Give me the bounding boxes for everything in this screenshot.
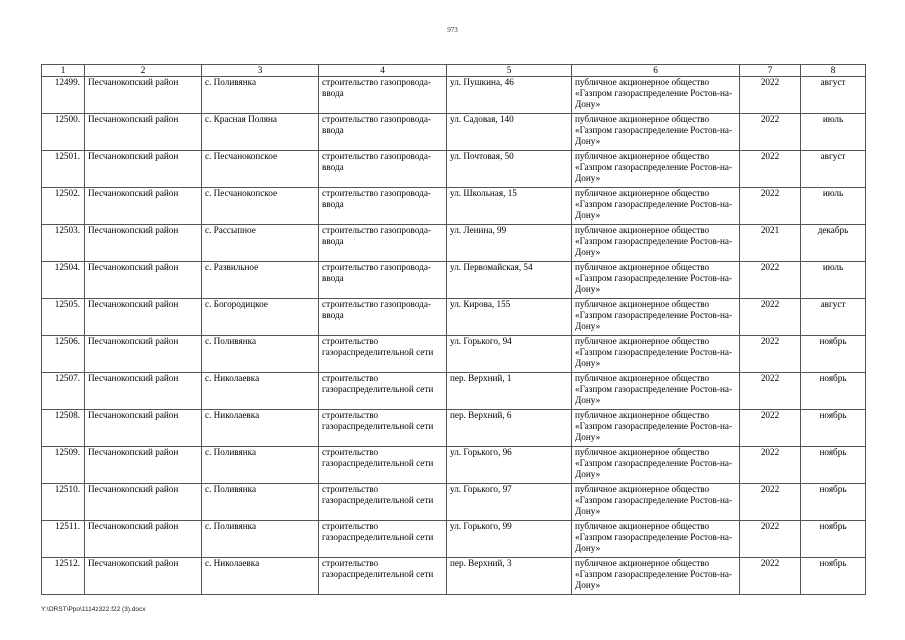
address-cell: ул. Горького, 99 xyxy=(447,521,572,558)
table-header-row xyxy=(42,65,866,77)
month-cell: ноябрь xyxy=(801,410,866,447)
column-header: 7 xyxy=(740,65,801,77)
work-type-cell: строительство газораспределительной сети xyxy=(319,447,447,484)
settlement-cell: с. Поливянка xyxy=(202,521,319,558)
year-cell: 2022 xyxy=(740,521,801,558)
table-row xyxy=(42,225,866,262)
settlement-cell: с. Николаевка xyxy=(202,410,319,447)
address-cell: ул. Горького, 96 xyxy=(447,447,572,484)
organization-cell: публичное акционерное общество «Газпром газораспределение Ростов-на-Дону» xyxy=(572,299,740,336)
district-cell: Песчанокопский район xyxy=(85,299,202,336)
column-header: 8 xyxy=(801,65,866,77)
organization-cell: публичное акционерное общество «Газпром газораспределение Ростов-на-Дону» xyxy=(572,188,740,225)
work-type-cell: строительство газопровода-ввода xyxy=(319,299,447,336)
row-number-cell: 12510. xyxy=(42,484,85,521)
address-cell: ул. Ленина, 99 xyxy=(447,225,572,262)
settlement-cell: с. Николаевка xyxy=(202,558,319,595)
settlement-cell: с. Поливянка xyxy=(202,484,319,521)
table-row xyxy=(42,151,866,188)
district-cell: Песчанокопский район xyxy=(85,521,202,558)
work-type-cell: строительство газораспределительной сети xyxy=(319,410,447,447)
year-cell: 2022 xyxy=(740,188,801,225)
month-cell: август xyxy=(801,299,866,336)
organization-cell: публичное акционерное общество «Газпром газораспределение Ростов-на-Дону» xyxy=(572,447,740,484)
year-cell: 2022 xyxy=(740,77,801,114)
address-cell: пер. Верхний, 1 xyxy=(447,373,572,410)
work-type-cell: строительство газопровода-ввода xyxy=(319,225,447,262)
settlement-cell: с. Богородицкое xyxy=(202,299,319,336)
month-cell: ноябрь xyxy=(801,336,866,373)
row-number-cell: 12512. xyxy=(42,558,85,595)
address-cell: пер. Верхний, 6 xyxy=(447,410,572,447)
address-cell: ул. Первомайская, 54 xyxy=(447,262,572,299)
organization-cell: публичное акционерное общество «Газпром газораспределение Ростов-на-Дону» xyxy=(572,521,740,558)
address-cell: ул. Школьная, 15 xyxy=(447,188,572,225)
district-cell: Песчанокопский район xyxy=(85,114,202,151)
settlement-cell: с. Поливянка xyxy=(202,447,319,484)
organization-cell: публичное акционерное общество «Газпром газораспределение Ростов-на-Дону» xyxy=(572,262,740,299)
month-cell: ноябрь xyxy=(801,373,866,410)
organization-cell: публичное акционерное общество «Газпром газораспределение Ростов-на-Дону» xyxy=(572,410,740,447)
column-header: 4 xyxy=(319,65,447,77)
district-cell: Песчанокопский район xyxy=(85,558,202,595)
organization-cell: публичное акционерное общество «Газпром газораспределение Ростов-на-Дону» xyxy=(572,373,740,410)
month-cell: ноябрь xyxy=(801,447,866,484)
year-cell: 2022 xyxy=(740,299,801,336)
organization-cell: публичное акционерное общество «Газпром газораспределение Ростов-на-Дону» xyxy=(572,151,740,188)
work-type-cell: строительство газопровода-ввода xyxy=(319,114,447,151)
year-cell: 2022 xyxy=(740,336,801,373)
work-type-cell: строительство газопровода-ввода xyxy=(319,151,447,188)
table-row xyxy=(42,188,866,225)
organization-cell: публичное акционерное общество «Газпром газораспределение Ростов-на-Дону» xyxy=(572,558,740,595)
row-number-cell: 12509. xyxy=(42,447,85,484)
table-row xyxy=(42,336,866,373)
year-cell: 2022 xyxy=(740,447,801,484)
settlement-cell: с. Николаевка xyxy=(202,373,319,410)
year-cell: 2022 xyxy=(740,484,801,521)
settlement-cell: с. Поливянка xyxy=(202,336,319,373)
organization-cell: публичное акционерное общество «Газпром газораспределение Ростов-на-Дону» xyxy=(572,114,740,151)
row-number-cell: 12501. xyxy=(42,151,85,188)
row-number-cell: 12503. xyxy=(42,225,85,262)
settlement-cell: с. Песчанокопское xyxy=(202,188,319,225)
work-type-cell: строительство газопровода-ввода xyxy=(319,77,447,114)
work-type-cell: строительство газораспределительной сети xyxy=(319,336,447,373)
year-cell: 2021 xyxy=(740,225,801,262)
month-cell: ноябрь xyxy=(801,521,866,558)
table-row xyxy=(42,299,866,336)
row-number-cell: 12502. xyxy=(42,188,85,225)
organization-cell: публичное акционерное общество «Газпром газораспределение Ростов-на-Дону» xyxy=(572,77,740,114)
year-cell: 2022 xyxy=(740,114,801,151)
district-cell: Песчанокопский район xyxy=(85,262,202,299)
row-number-cell: 12511. xyxy=(42,521,85,558)
work-type-cell: строительство газораспределительной сети xyxy=(319,558,447,595)
column-header: 2 xyxy=(85,65,202,77)
month-cell: июль xyxy=(801,188,866,225)
settlement-cell: с. Рассыпное xyxy=(202,225,319,262)
year-cell: 2022 xyxy=(740,151,801,188)
year-cell: 2022 xyxy=(740,410,801,447)
address-cell: ул. Почтовая, 50 xyxy=(447,151,572,188)
address-cell: ул. Горького, 94 xyxy=(447,336,572,373)
work-type-cell: строительство газопровода-ввода xyxy=(319,262,447,299)
district-cell: Песчанокопский район xyxy=(85,410,202,447)
year-cell: 2022 xyxy=(740,373,801,410)
row-number-cell: 12504. xyxy=(42,262,85,299)
district-cell: Песчанокопский район xyxy=(85,151,202,188)
month-cell: август xyxy=(801,151,866,188)
column-header: 6 xyxy=(572,65,740,77)
work-type-cell: строительство газораспределительной сети xyxy=(319,373,447,410)
month-cell: декабрь xyxy=(801,225,866,262)
gas-construction-table xyxy=(41,64,866,595)
table-row xyxy=(42,77,866,114)
row-number-cell: 12500. xyxy=(42,114,85,151)
district-cell: Песчанокопский район xyxy=(85,336,202,373)
address-cell: ул. Пушкина, 46 xyxy=(447,77,572,114)
column-header: 5 xyxy=(447,65,572,77)
column-header: 1 xyxy=(42,65,85,77)
month-cell: ноябрь xyxy=(801,558,866,595)
settlement-cell: с. Поливянка xyxy=(202,77,319,114)
month-cell: август xyxy=(801,77,866,114)
organization-cell: публичное акционерное общество «Газпром газораспределение Ростов-на-Дону» xyxy=(572,225,740,262)
address-cell: ул. Кирова, 155 xyxy=(447,299,572,336)
month-cell: ноябрь xyxy=(801,484,866,521)
address-cell: ул. Садовая, 140 xyxy=(447,114,572,151)
row-number-cell: 12506. xyxy=(42,336,85,373)
district-cell: Песчанокопский район xyxy=(85,484,202,521)
year-cell: 2022 xyxy=(740,262,801,299)
address-cell: ул. Горького, 97 xyxy=(447,484,572,521)
table-row xyxy=(42,484,866,521)
settlement-cell: с. Красная Поляна xyxy=(202,114,319,151)
column-header: 3 xyxy=(202,65,319,77)
file-path-footer: Y:\ORST\Ppo\1114z322.f22 (3).docx xyxy=(41,606,146,613)
month-cell: июль xyxy=(801,114,866,151)
table-row xyxy=(42,373,866,410)
address-cell: пер. Верхний, 3 xyxy=(447,558,572,595)
table-row xyxy=(42,447,866,484)
row-number-cell: 12505. xyxy=(42,299,85,336)
row-number-cell: 12508. xyxy=(42,410,85,447)
organization-cell: публичное акционерное общество «Газпром газораспределение Ростов-на-Дону» xyxy=(572,484,740,521)
table-row xyxy=(42,114,866,151)
work-type-cell: строительство газораспределительной сети xyxy=(319,521,447,558)
row-number-cell: 12499. xyxy=(42,77,85,114)
work-type-cell: строительство газораспределительной сети xyxy=(319,484,447,521)
district-cell: Песчанокопский район xyxy=(85,188,202,225)
month-cell: июль xyxy=(801,262,866,299)
district-cell: Песчанокопский район xyxy=(85,447,202,484)
table-body xyxy=(42,77,866,595)
page-number: 973 xyxy=(447,26,458,34)
table-row xyxy=(42,521,866,558)
table-row xyxy=(42,558,866,595)
district-cell: Песчанокопский район xyxy=(85,373,202,410)
table-row xyxy=(42,410,866,447)
work-type-cell: строительство газопровода-ввода xyxy=(319,188,447,225)
row-number-cell: 12507. xyxy=(42,373,85,410)
district-cell: Песчанокопский район xyxy=(85,77,202,114)
settlement-cell: с. Развильное xyxy=(202,262,319,299)
year-cell: 2022 xyxy=(740,558,801,595)
settlement-cell: с. Песчанокопское xyxy=(202,151,319,188)
organization-cell: публичное акционерное общество «Газпром газораспределение Ростов-на-Дону» xyxy=(572,336,740,373)
table-row xyxy=(42,262,866,299)
district-cell: Песчанокопский район xyxy=(85,225,202,262)
